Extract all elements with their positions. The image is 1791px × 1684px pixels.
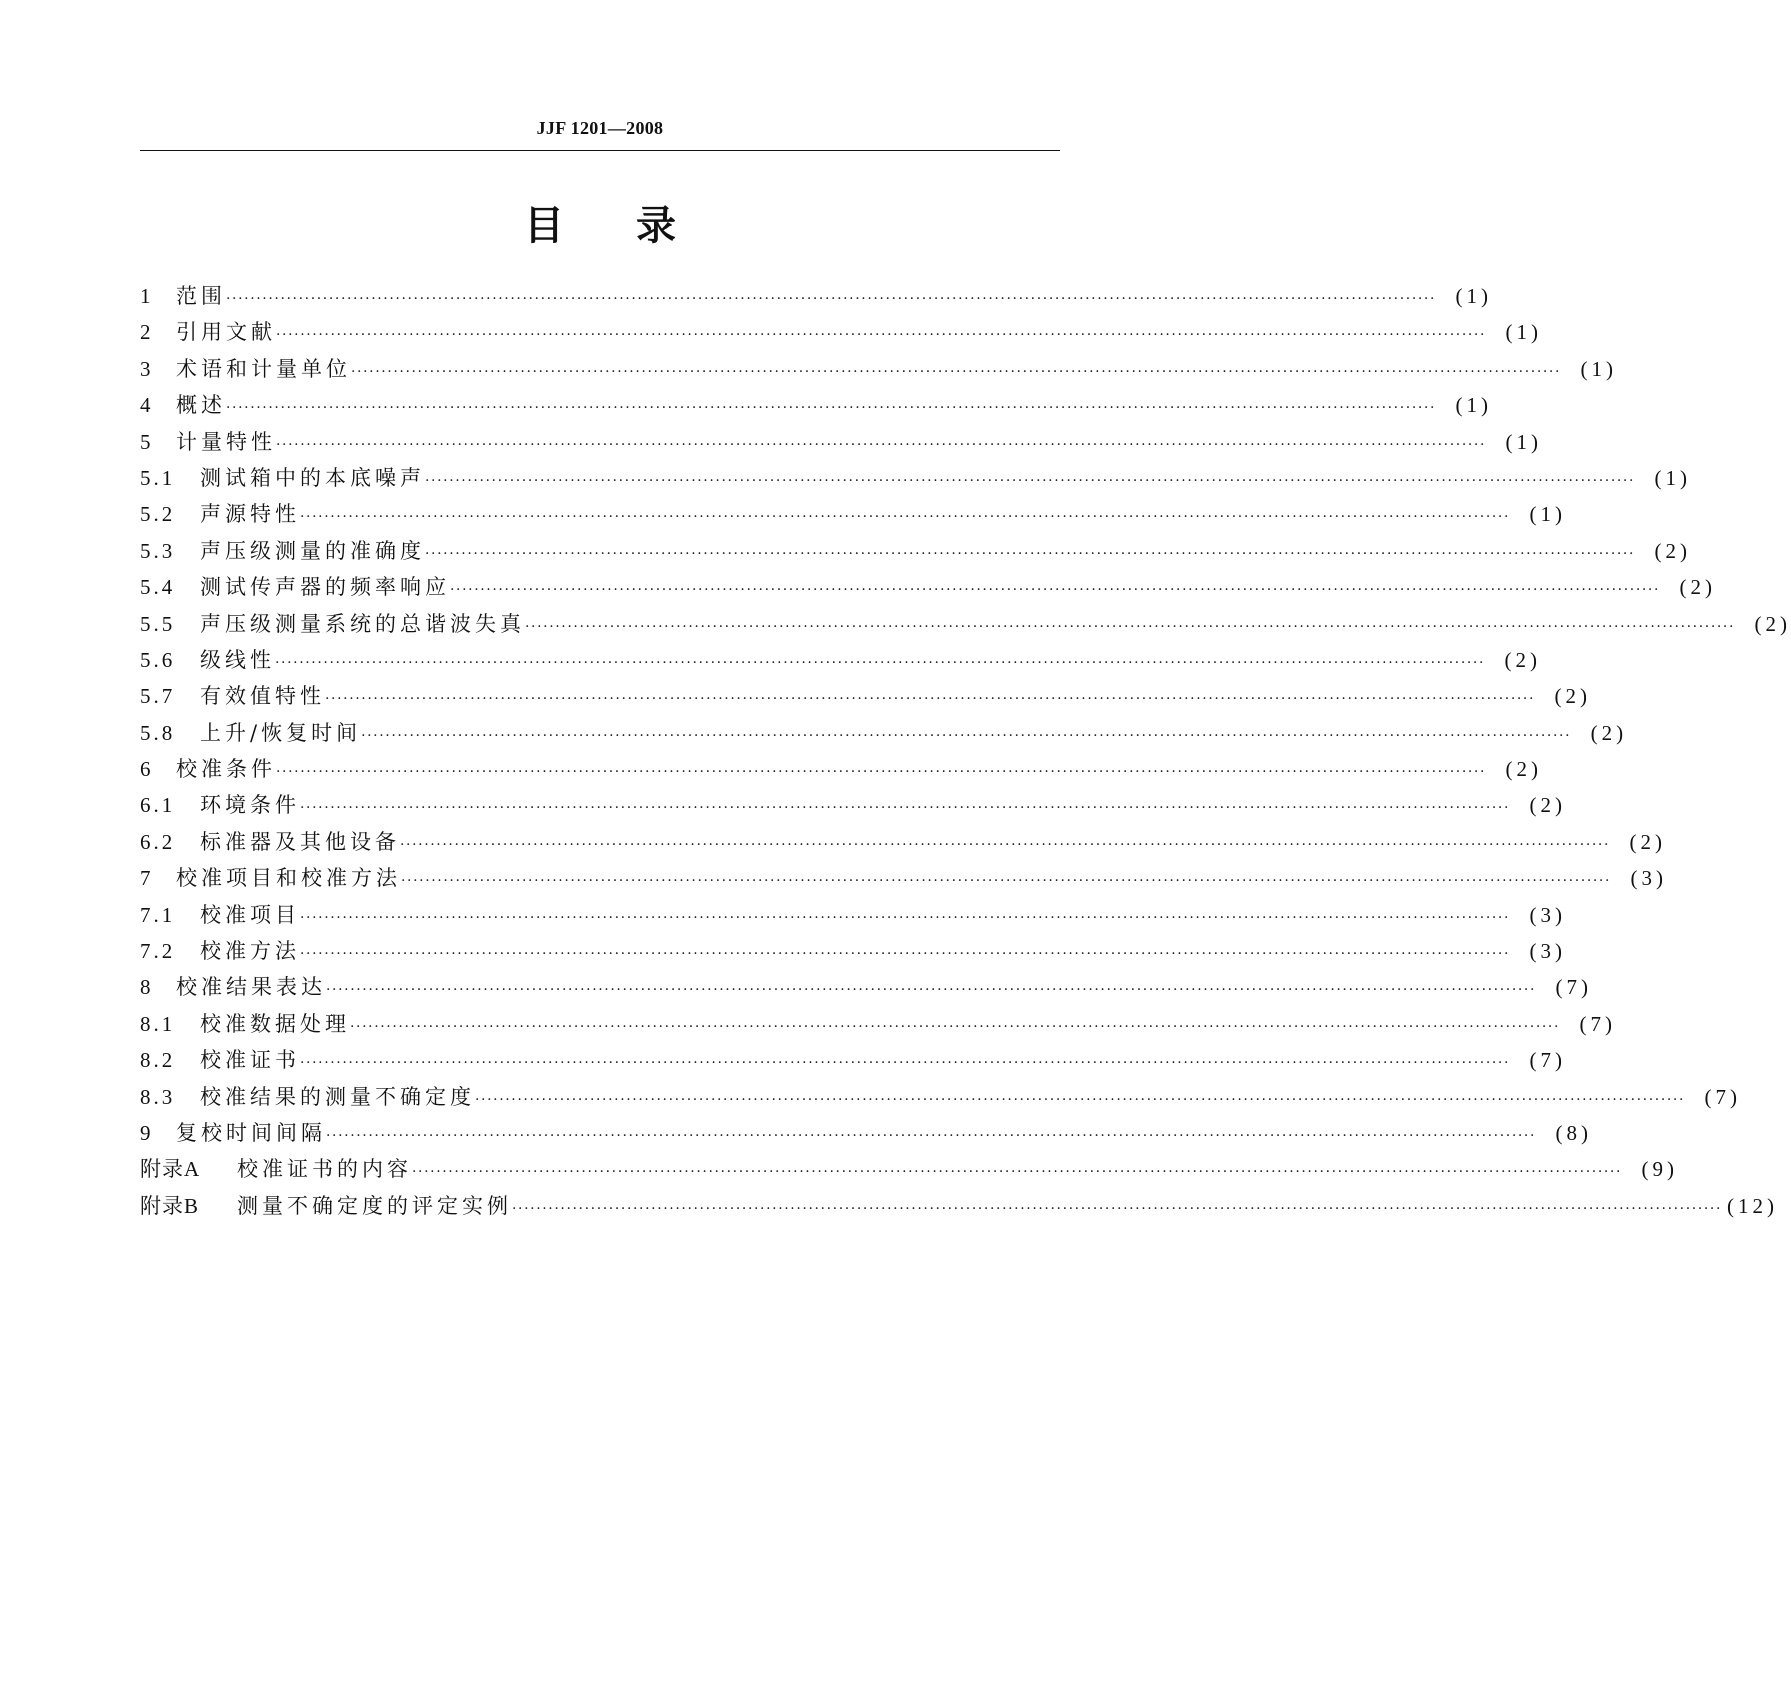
toc-leader-dots: ········································································································································································································ bbox=[300, 909, 1511, 926]
toc-entry[interactable] bbox=[140, 897, 1567, 933]
toc-entry-number: 7.2 bbox=[140, 939, 176, 964]
toc-leader-dots: ········································································································································································································ bbox=[350, 1018, 1561, 1035]
toc-entry-title: 测试箱中的本底噪声 bbox=[200, 465, 425, 490]
toc-entry-page: (1) bbox=[1505, 429, 1543, 454]
toc-entry-page: (1) bbox=[1455, 393, 1493, 418]
toc-entry[interactable] bbox=[140, 1115, 1593, 1151]
toc-entry[interactable] bbox=[140, 424, 1543, 460]
toc-entry-number: 5.1 bbox=[140, 465, 176, 490]
toc-entry[interactable] bbox=[140, 496, 1567, 532]
toc-entry-number: 7.1 bbox=[140, 902, 176, 927]
toc-entry[interactable] bbox=[140, 642, 1542, 678]
toc-entry-number: 8.1 bbox=[140, 1011, 176, 1036]
toc-entry-title: 概述 bbox=[176, 393, 226, 418]
toc-entry-number: 8.3 bbox=[140, 1084, 176, 1109]
page-title: 目录 bbox=[524, 203, 748, 249]
toc-entry[interactable] bbox=[140, 460, 1692, 496]
toc-leader-dots: ········································································································································································································ bbox=[276, 327, 1487, 344]
toc-leader-dots: ········································································································································································································ bbox=[351, 363, 1562, 380]
toc-entry-page: (8) bbox=[1555, 1120, 1593, 1145]
header-rule bbox=[140, 150, 1060, 151]
toc-entry[interactable] bbox=[140, 387, 1493, 423]
toc-entry-title: 校准方法 bbox=[200, 939, 300, 964]
toc-entry-title: 校准数据处理 bbox=[200, 1011, 350, 1036]
toc-entry-page: (3) bbox=[1630, 866, 1668, 891]
toc-leader-dots: ········································································································································································································ bbox=[275, 654, 1486, 671]
toc-entry[interactable] bbox=[140, 533, 1692, 569]
toc-leader-dots: ········································································································································································································ bbox=[326, 1127, 1537, 1144]
toc-entry-title: 标准器及其他设备 bbox=[200, 829, 400, 854]
toc-leader-dots: ········································································································································································································ bbox=[475, 1091, 1686, 1108]
toc-leader-dots: ········································································································································································································ bbox=[300, 509, 1511, 526]
toc-entry-page: (7) bbox=[1555, 975, 1593, 1000]
toc-entry[interactable] bbox=[140, 351, 1618, 387]
toc-leader-dots: ········································································································································································································ bbox=[425, 545, 1636, 562]
toc-entry-number: 6 bbox=[140, 757, 154, 782]
toc-entry-number: 附录A bbox=[140, 1157, 201, 1182]
toc-entry[interactable] bbox=[140, 569, 1717, 605]
toc-leader-dots: ········································································································································································································ bbox=[300, 1055, 1511, 1072]
toc-entry-title: 上升/恢复时间 bbox=[200, 720, 362, 745]
toc-entry-number: 5.3 bbox=[140, 538, 176, 563]
toc-entry-number: 2 bbox=[140, 320, 154, 345]
toc-entry-page: (2) bbox=[1504, 647, 1542, 672]
toc-entry-number: 7 bbox=[140, 866, 154, 891]
toc-entry-title: 校准证书 bbox=[200, 1048, 300, 1073]
toc-entry[interactable] bbox=[140, 1188, 1779, 1224]
toc-entry-title: 校准条件 bbox=[176, 757, 276, 782]
toc-entry-title: 校准项目 bbox=[200, 902, 300, 927]
toc-entry-title: 环境条件 bbox=[200, 793, 300, 818]
toc-entry-number: 5.4 bbox=[140, 575, 176, 600]
toc-leader-dots: ········································································································································································································ bbox=[226, 400, 1437, 417]
toc-leader-dots: ········································································································································································································ bbox=[361, 727, 1572, 744]
toc-entry-title: 复校时间间隔 bbox=[176, 1120, 326, 1145]
toc-entry-page: (12) bbox=[1727, 1193, 1779, 1218]
toc-entry-title: 有效值特性 bbox=[200, 684, 325, 709]
toc-leader-dots: ········································································································································································································ bbox=[276, 436, 1487, 453]
toc-entry-title: 级线性 bbox=[200, 647, 275, 672]
document-code-header: JJF 1201—2008 bbox=[536, 118, 664, 138]
toc-entry-page: (1) bbox=[1529, 502, 1567, 527]
toc-entry-number: 6.1 bbox=[140, 793, 176, 818]
toc-entry-number: 3 bbox=[140, 356, 154, 381]
toc-leader-dots: ········································································································································································································ bbox=[325, 691, 1536, 708]
toc-entry-number: 9 bbox=[140, 1120, 154, 1145]
toc-entry-title: 测量不确定度的评定实例 bbox=[237, 1193, 512, 1218]
toc-entry[interactable] bbox=[140, 1151, 1679, 1187]
toc-entry-number: 8 bbox=[140, 975, 154, 1000]
toc-entry-title: 校准证书的内容 bbox=[237, 1157, 412, 1182]
toc-entry-title: 术语和计量单位 bbox=[176, 356, 351, 381]
toc-leader-dots: ········································································································································································································ bbox=[276, 764, 1487, 781]
toc-entry-page: (2) bbox=[1654, 538, 1692, 563]
toc-entry-page: (2) bbox=[1554, 684, 1592, 709]
toc-entry-number: 5.8 bbox=[140, 720, 176, 745]
toc-entry-title: 校准结果表达 bbox=[176, 975, 326, 1000]
toc-entry-number: 8.2 bbox=[140, 1048, 176, 1073]
toc-entry-page: (2) bbox=[1679, 575, 1717, 600]
toc-entry[interactable] bbox=[140, 715, 1628, 751]
toc-leader-dots: ········································································································································································································ bbox=[525, 618, 1736, 635]
toc-leader-dots: ········································································································································································································ bbox=[401, 873, 1612, 890]
toc-leader-dots: ········································································································································································································ bbox=[450, 582, 1661, 599]
toc-entry[interactable] bbox=[140, 278, 1493, 314]
toc-leader-dots: ········································································································································································································ bbox=[400, 836, 1611, 853]
toc-entry-number: 5.5 bbox=[140, 611, 176, 636]
toc-entry[interactable] bbox=[140, 860, 1668, 896]
toc-leader-dots: ········································································································································································································ bbox=[300, 800, 1511, 817]
toc-entry-page: (1) bbox=[1580, 356, 1618, 381]
toc-leader-dots: ········································································································································································································ bbox=[412, 1164, 1623, 1181]
toc-leader-dots: ········································································································································································································ bbox=[512, 1200, 1723, 1217]
toc-entry-title: 测试传声器的频率响应 bbox=[200, 575, 450, 600]
toc-entry-number: 4 bbox=[140, 393, 154, 418]
table-of-contents bbox=[140, 278, 1791, 1224]
toc-entry[interactable] bbox=[140, 933, 1567, 969]
toc-entry-number: 5.7 bbox=[140, 684, 176, 709]
toc-entry-title: 声源特性 bbox=[200, 502, 300, 527]
toc-entry[interactable] bbox=[140, 1042, 1567, 1078]
toc-entry[interactable] bbox=[140, 606, 1791, 642]
toc-entry[interactable] bbox=[140, 678, 1592, 714]
toc-entry-page: (2) bbox=[1505, 757, 1543, 782]
toc-entry-page: (1) bbox=[1455, 284, 1493, 308]
toc-entry[interactable] bbox=[140, 824, 1667, 860]
toc-entry-title: 校准结果的测量不确定度 bbox=[200, 1084, 475, 1109]
toc-entry[interactable] bbox=[140, 787, 1567, 823]
toc-entry-title: 声压级测量系统的总谐波失真 bbox=[200, 611, 525, 636]
toc-entry-page: (9) bbox=[1641, 1157, 1679, 1182]
toc-entry[interactable] bbox=[140, 969, 1593, 1005]
toc-entry-page: (1) bbox=[1654, 465, 1692, 490]
toc-entry-number: 1 bbox=[140, 284, 154, 308]
toc-entry-title: 计量特性 bbox=[176, 429, 276, 454]
toc-entry-page: (2) bbox=[1590, 720, 1628, 745]
toc-entry-title: 声压级测量的准确度 bbox=[200, 538, 425, 563]
toc-entry-page: (3) bbox=[1529, 939, 1567, 964]
toc-entry-title: 范围 bbox=[176, 284, 226, 308]
toc-entry[interactable] bbox=[140, 1006, 1617, 1042]
toc-leader-dots: ········································································································································································································ bbox=[425, 472, 1636, 489]
toc-entry[interactable] bbox=[140, 314, 1543, 350]
toc-entry-page: (2) bbox=[1754, 611, 1791, 636]
toc-entry-title: 校准项目和校准方法 bbox=[176, 866, 401, 891]
toc-leader-dots: ········································································································································································································ bbox=[300, 946, 1511, 963]
toc-entry[interactable] bbox=[140, 751, 1543, 787]
toc-entry-number: 5.6 bbox=[140, 647, 176, 672]
toc-leader-dots: ········································································································································································································ bbox=[226, 291, 1437, 307]
toc-entry-number: 附录B bbox=[140, 1193, 200, 1218]
toc-entry-page: (7) bbox=[1579, 1011, 1617, 1036]
toc-entry-title: 引用文献 bbox=[176, 320, 276, 345]
toc-entry-page: (1) bbox=[1505, 320, 1543, 345]
toc-entry-page: (3) bbox=[1529, 902, 1567, 927]
toc-entry-number: 6.2 bbox=[140, 829, 176, 854]
toc-entry-page: (2) bbox=[1529, 793, 1567, 818]
toc-entry-number: 5 bbox=[140, 429, 154, 454]
toc-entry-number: 5.2 bbox=[140, 502, 176, 527]
toc-entry-page: (7) bbox=[1704, 1084, 1742, 1109]
toc-entry-page: (2) bbox=[1629, 829, 1667, 854]
toc-leader-dots: ········································································································································································································ bbox=[326, 982, 1537, 999]
toc-entry-page: (7) bbox=[1529, 1048, 1567, 1073]
toc-entry[interactable] bbox=[140, 1079, 1742, 1115]
